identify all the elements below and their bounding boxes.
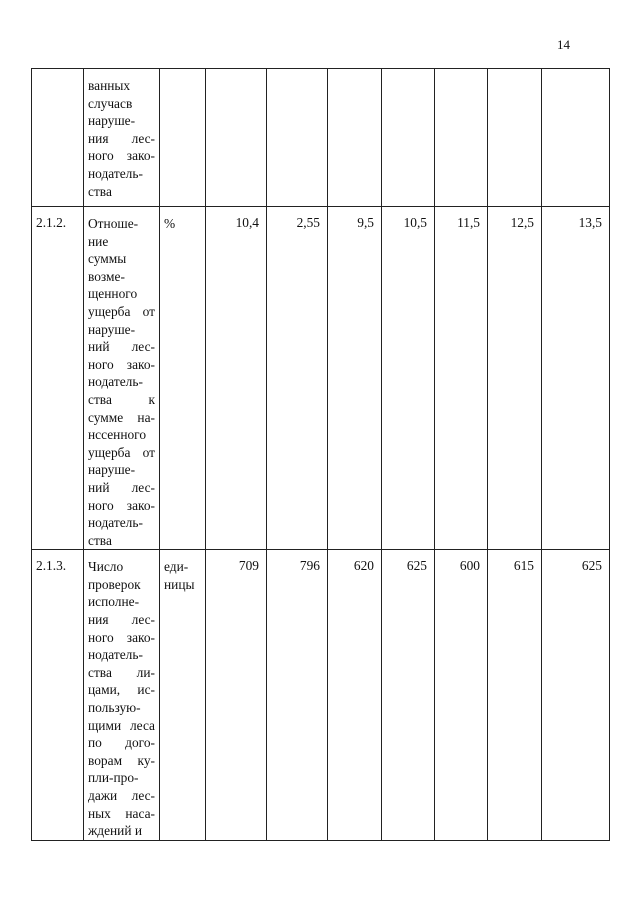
indicator-name-line: ние <box>88 233 109 249</box>
unit-line: % <box>164 216 176 231</box>
table-row <box>32 207 610 550</box>
indicator-name <box>84 550 160 841</box>
indicator-name-line: суммы <box>88 251 127 267</box>
value-cell: 9,5 <box>328 207 382 550</box>
value-cell: 13,5 <box>542 207 610 550</box>
indicator-name-line: ного зако- <box>88 148 155 164</box>
table-row <box>32 550 610 841</box>
indicator-name-line: Отноше- <box>88 216 139 231</box>
indicator-name-line: наруше- <box>88 462 136 478</box>
indicator-name-line: проверок <box>88 576 141 592</box>
value-cell: 11,5 <box>435 207 488 550</box>
indicator-name-line: наруше- <box>88 113 136 129</box>
value-cell: 615 <box>488 550 542 841</box>
indicator-name-line: ний лес- <box>88 479 155 495</box>
indicator-name <box>84 69 160 207</box>
indicator-name-line: ущерба от <box>88 303 155 319</box>
indicator-name-line: исполне- <box>88 594 140 610</box>
unit <box>160 550 206 841</box>
indicator-name-line: ния лес- <box>88 130 155 146</box>
indicator-name-line: ства <box>88 183 112 199</box>
indicator-name-line: ных наса- <box>88 805 155 821</box>
indicator-name-line: дажи лес- <box>88 788 155 803</box>
indicator-name-line: ния лес- <box>88 612 155 628</box>
unit <box>160 69 206 207</box>
row-code: 2.1.3. <box>32 550 84 841</box>
indicator-name-line: сумме на- <box>88 409 155 425</box>
table-row <box>32 69 610 207</box>
value-cell: 709 <box>206 550 267 841</box>
value-cell <box>206 69 267 207</box>
indicator-name-line: щенного <box>88 286 138 302</box>
indicator-name-line: пли-про- <box>88 770 139 786</box>
indicator-name-line: нодатель- <box>88 515 143 531</box>
row-code <box>32 69 84 207</box>
row-code: 2.1.2. <box>32 207 84 550</box>
unit <box>160 207 206 550</box>
value-cell <box>435 69 488 207</box>
value-cell: 625 <box>542 550 610 841</box>
value-cell: 796 <box>267 550 328 841</box>
unit-line: ницы <box>164 576 195 592</box>
value-cell: 10,5 <box>382 207 435 550</box>
value-cell: 2,55 <box>267 207 328 550</box>
value-cell <box>382 69 435 207</box>
indicator-name-line: ждений и <box>88 823 143 839</box>
indicator-name-line: ного зако- <box>88 497 155 513</box>
value-cell <box>267 69 328 207</box>
indicator-name-line: цами, ис- <box>88 682 155 698</box>
indicator-name-line: нодатель- <box>88 647 143 663</box>
indicator-name-line: ного зако- <box>88 356 155 372</box>
indicator-name-line: нодатель- <box>88 165 143 181</box>
value-cell: 600 <box>435 550 488 841</box>
value-cell: 10,4 <box>206 207 267 550</box>
value-cell: 620 <box>328 550 382 841</box>
indicator-name-line: по дого- <box>88 735 155 751</box>
indicator-name-line: нссенного <box>88 427 147 443</box>
indicator-name-line: ства к <box>88 391 155 407</box>
indicator-name-line: пользую- <box>88 700 141 716</box>
indicator-name-line: ущерба от <box>88 444 155 460</box>
page-number: 14 <box>557 37 570 52</box>
value-cell: 12,5 <box>488 207 542 550</box>
indicator-name-line: ний лес- <box>88 339 155 355</box>
value-cell <box>328 69 382 207</box>
indicator-name-line: ства <box>88 532 112 548</box>
value-cell: 625 <box>382 550 435 841</box>
indicator-name <box>84 207 160 550</box>
indicator-name-line: Число <box>88 559 124 575</box>
unit-line: еди- <box>164 559 189 575</box>
indicator-name-line: щими леса <box>88 717 155 733</box>
value-cell <box>488 69 542 207</box>
value-cell <box>542 69 610 207</box>
indicator-name-line: ства ли- <box>88 664 155 680</box>
indicator-name-line: возме- <box>88 268 125 284</box>
indicator-name-line: случасв <box>88 95 133 111</box>
indicator-name-line: наруше- <box>88 321 136 337</box>
indicator-name-line: ванных <box>88 78 131 93</box>
indicator-name-line: ного зако- <box>88 629 155 645</box>
indicator-name-line: ворам ку- <box>88 752 155 768</box>
indicator-name-line: нодатель- <box>88 374 143 390</box>
indicators-table <box>31 68 610 841</box>
